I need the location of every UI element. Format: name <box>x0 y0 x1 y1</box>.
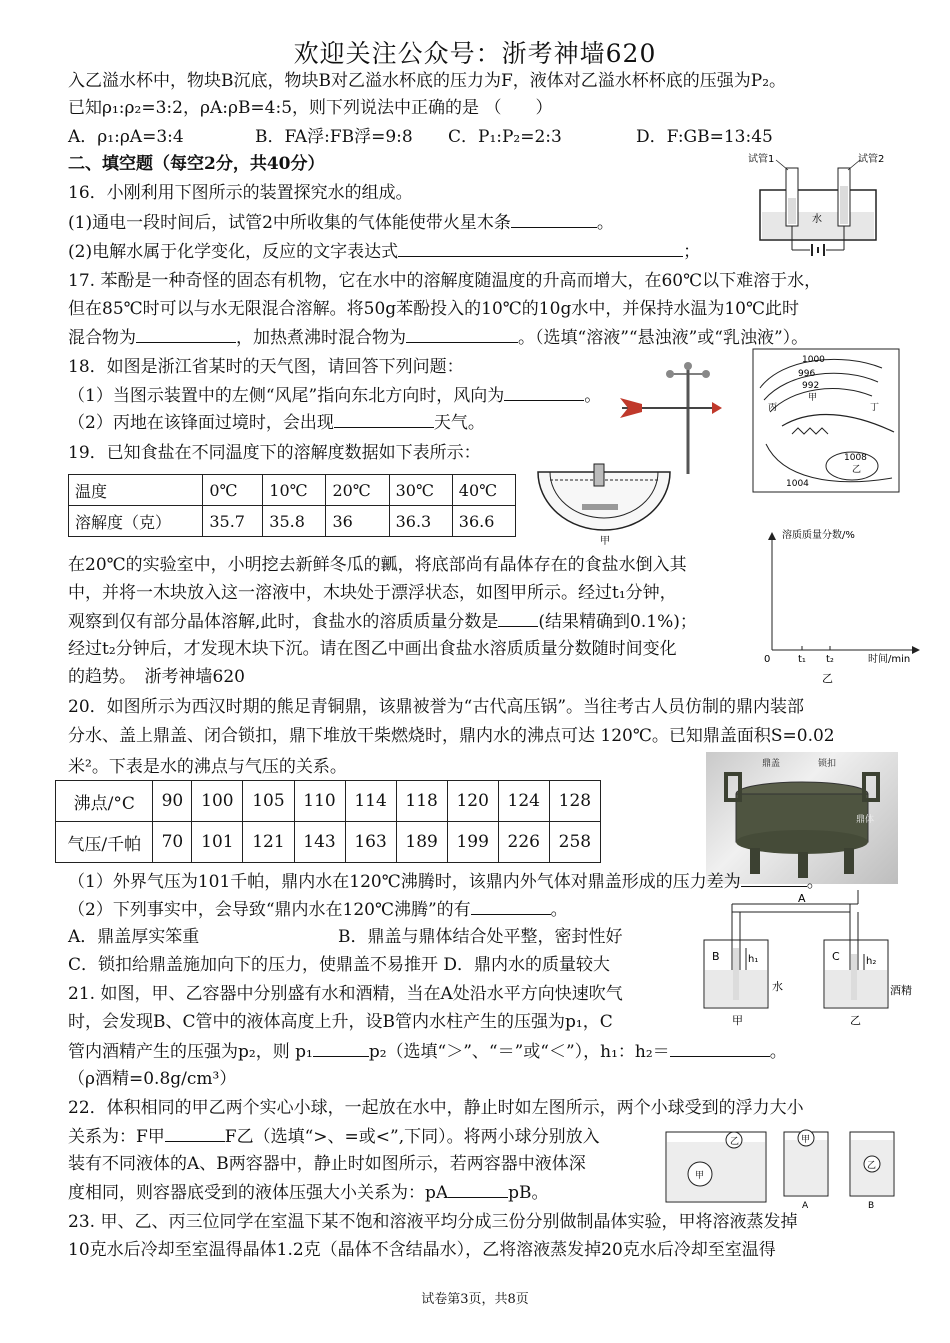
table-cell: 36.6 <box>452 506 515 537</box>
q20-blank2[interactable] <box>471 898 551 915</box>
melon-figure <box>534 456 674 548</box>
q15-line2: 已知ρ₁:ρ₂=3:2，ρA:ρB=4:5，则下列说法中正确的是 （ ） <box>68 98 553 118</box>
q18-l3-end: 天气。 <box>433 413 485 433</box>
q20-line1: 20．如图所示为西汉时期的熊足青铜鼎，该鼎被誉为“古代高压锅”。当往考古人员仿制的鼎内装部 <box>68 697 805 717</box>
table-cell: 189 <box>396 822 447 863</box>
fig22-b-label: B <box>868 1201 875 1210</box>
table-cell: 90 <box>153 781 192 822</box>
table-cell: 118 <box>396 781 447 822</box>
fig21-b-label: B <box>712 950 720 963</box>
map-isobar-1004: 1004 <box>786 479 809 489</box>
photo-lock-label: 锁扣 <box>818 759 837 769</box>
q22-l2-text1: 关系为：F甲 <box>68 1127 165 1147</box>
bronze-ding-photo <box>706 752 898 884</box>
page-header: 欢迎关注公众号：浙考神墙620 <box>293 39 657 68</box>
q19-line6: 的趋势。 浙考神墙620 <box>68 667 245 687</box>
graph-t2-label: t₂ <box>826 654 834 665</box>
q21-l3-text2: p₂（选填“＞”、“＝”或“＜”），h₁：h₂＝ <box>368 1042 670 1062</box>
q20-l4-end: 。 <box>806 872 824 892</box>
q18-blank2[interactable] <box>334 411 434 428</box>
table-cell: 101 <box>192 822 243 863</box>
q18-line2 <box>68 384 601 407</box>
table-row <box>56 781 601 822</box>
q18-l2-end: 。 <box>584 386 602 406</box>
table-cell: 35.8 <box>263 506 326 537</box>
weather-map-figure <box>752 348 900 493</box>
fig21-yi-label: 乙 <box>850 1014 861 1027</box>
fig22-ball-jia-a: 甲 <box>801 1135 811 1145</box>
q21-l3-end: 。 <box>769 1042 787 1062</box>
q20-option-cd: C．锁扣给鼎盖施加向下的压力，使鼎盖不易推开 D．鼎内水的质量较大 <box>68 955 611 975</box>
q19-line2: 在20℃的实验室中，小明挖去新鲜冬瓜的瓤，将底部尚有晶体存在的食盐水倒入其 <box>68 555 687 575</box>
table-cell: 0℃ <box>203 475 263 506</box>
q21-blank1[interactable] <box>313 1040 369 1057</box>
table-cell: 124 <box>498 781 549 822</box>
q19-line3: 中，并将一木块放入这一溶液中，木块处于漂浮状态，如图甲所示。经过t₁分钟， <box>68 583 677 603</box>
q17-l3-text3: 。（选填“溶液”“悬浊液”或“乳浊液”）。 <box>518 328 809 348</box>
map-point-bing: 丙 <box>768 403 778 413</box>
photo-body-label: 鼎体 <box>856 815 875 825</box>
q23-line2: 10克水后冷却至室温得晶体1.2克（晶体不含结晶水），乙将溶液蒸发掉20克水后冷却至室温得 <box>68 1240 776 1260</box>
q22-line1: 22．体积相同的甲乙两个实心小球，一起放在水中，静止时如左图所示，两个小球受到的浮力大小 <box>68 1098 804 1118</box>
map-point-yi: 乙 <box>852 465 862 475</box>
page-footer: 试卷第3页，共8页 <box>421 1292 529 1307</box>
q15-option-a: A．ρ₁:ρA=3:4 <box>68 127 184 147</box>
q20-line5 <box>68 898 568 921</box>
map-isobar-1008: 1008 <box>844 453 867 463</box>
q17-line3 <box>68 326 808 349</box>
q19-line5: 经过t₂分钟后，才发现木块下沉。请在图乙中画出食盐水溶质质量分数随时间变化 <box>68 639 677 659</box>
q21-blank2[interactable] <box>670 1040 770 1057</box>
table-row <box>69 506 516 537</box>
table-cell: 36 <box>326 506 389 537</box>
table-cell: 70 <box>153 822 192 863</box>
fig22-ball-jia-left: 甲 <box>695 1171 705 1181</box>
q16-line1: 16．小刚利用下图所示的装置探究水的组成。 <box>68 183 413 203</box>
graph-origin-label: 0 <box>764 654 771 665</box>
q21-line3 <box>68 1040 787 1063</box>
q22-blank1[interactable] <box>165 1125 225 1142</box>
table-cell: 20℃ <box>326 475 389 506</box>
graph-caption: 乙 <box>822 672 833 684</box>
q19-line4 <box>68 610 697 633</box>
q16-line2 <box>68 211 614 234</box>
table-cell: 128 <box>549 781 600 822</box>
table-cell: 226 <box>498 822 549 863</box>
q15-line1: 入乙溢水杯中，物块B沉底，物块B对乙溢水杯底的压力为F，液体对乙溢水杯杯底的压强为P₂。 <box>68 71 787 91</box>
map-isobar-1000: 1000 <box>802 355 825 365</box>
solubility-table <box>68 474 516 537</box>
q16-blank2[interactable] <box>398 240 683 257</box>
q17-line1: 17. 苯酚是一种奇怪的固态有机物，它在水中的溶解度随温度的升高而增大，在60℃以下难溶于水， <box>68 271 822 291</box>
q22-blank2[interactable] <box>448 1181 508 1198</box>
q17-line2: 但在85℃时可以与水无限混合溶解。将50g苯酚投入的10℃的10g水中，并保持水温为10℃此时 <box>68 299 799 319</box>
mass-fraction-graph[interactable] <box>762 524 922 684</box>
q15-option-d: D．F:GB=13:45 <box>636 127 773 147</box>
q22-line4 <box>68 1181 549 1204</box>
q19-l4-end: (结果精确到0.1%)； <box>538 612 697 632</box>
q18-blank1[interactable] <box>504 384 584 401</box>
fig21-jia-label: 甲 <box>732 1014 743 1027</box>
table-cell: 温度 <box>69 475 203 506</box>
fig16-tube2-label: 试管2 <box>858 154 885 165</box>
section-title: 二、填空题（每空2分，共40分） <box>68 154 325 174</box>
q19-blank1[interactable] <box>498 610 538 627</box>
fig21-water-label: 水 <box>772 980 783 993</box>
fig16-tube1-label: 试管1 <box>748 154 775 165</box>
q23-line1: 23. 甲、乙、丙三位同学在室温下某不饱和溶液平均分成三份分别做制晶体实验，甲将溶液蒸发掉 <box>68 1212 798 1232</box>
fig21-c-label: C <box>832 950 840 963</box>
q20-blank1[interactable] <box>741 870 807 887</box>
q21-line2: 时，会发现B、C管中的液体高度上升，设B管内水柱产生的压强为p₁，C <box>68 1012 613 1032</box>
q16-l3-end: ； <box>683 242 701 262</box>
q22-l4-text2: pB。 <box>508 1183 549 1203</box>
table-cell: 40℃ <box>452 475 515 506</box>
table-cell: 30℃ <box>389 475 452 506</box>
map-isobar-996: 996 <box>798 369 816 379</box>
q22-line2 <box>68 1125 600 1148</box>
fig21-h2-label: h₂ <box>866 956 877 967</box>
q22-l4-text1: 度相同，则容器底受到的液体压强大小关系为：pA <box>68 1183 449 1203</box>
q20-option-a: A．鼎盖厚实笨重 <box>68 927 200 947</box>
fig19-jia-label: 甲 <box>600 536 610 547</box>
q17-blank2[interactable] <box>406 326 518 343</box>
map-point-ding: 丁 <box>870 403 880 413</box>
floating-balls-figure <box>660 1120 910 1210</box>
q16-l3-text: (2)电解水属于化学变化，反应的文字表达式 <box>68 242 399 262</box>
q17-l3-text2: ，加热煮沸时混合物为 <box>236 328 406 348</box>
map-point-jia: 甲 <box>808 393 818 403</box>
q19-line1: 19．已知食盐在不同温度下的溶解度数据如下表所示： <box>68 443 481 463</box>
fig16-water-label: 水 <box>812 214 822 225</box>
q15-option-b: B．FA浮:FB浮=9:8 <box>255 127 413 147</box>
fig22-a-label: A <box>802 1201 809 1210</box>
q20-l4-text: （1）外界气压为101千帕，鼎内水在120℃沸腾时，该鼎内外气体对鼎盖形成的压力差为 <box>68 872 741 892</box>
q22-line3: 装有不同液体的A、B两容器中，静止时如图所示，若两容器中液体深 <box>68 1154 586 1174</box>
boiling-point-table <box>55 780 601 863</box>
table-cell: 气压/千帕 <box>56 822 153 863</box>
q15-option-c: C．P₁:P₂=2:3 <box>448 127 562 147</box>
table-cell: 10℃ <box>263 475 326 506</box>
bronze-ding-drawing <box>706 752 898 884</box>
graph-t1-label: t₁ <box>798 654 806 665</box>
table-cell: 121 <box>243 822 294 863</box>
q18-line1: 18．如图是浙江省某时的天气图，请回答下列问题： <box>68 357 464 377</box>
q20-l5-end: 。 <box>550 900 568 920</box>
graph-y-label: 溶质质量分数/% <box>782 530 855 541</box>
q22-l2-text2: F乙（选填“>、=或<”,下同）。将两小球分别放入 <box>224 1127 600 1147</box>
electrolysis-figure <box>748 150 896 260</box>
q20-option-b: B．鼎盖与鼎体结合处平整，密封性好 <box>338 927 623 947</box>
q21-line4: （ρ酒精=0.8g/cm³） <box>68 1069 237 1089</box>
table-cell: 143 <box>294 822 345 863</box>
fig22-ball-yi-left: 乙 <box>730 1137 740 1147</box>
table-cell: 100 <box>192 781 243 822</box>
table-cell: 110 <box>294 781 345 822</box>
graph-x-label: 时间/min <box>868 654 911 665</box>
table-cell: 120 <box>447 781 498 822</box>
photo-lid-label: 鼎盖 <box>762 759 781 769</box>
q21-line1: 21. 如图，甲、乙容器中分别盛有水和酒精，当在A处沿水平方向快速吹气 <box>68 984 623 1004</box>
table-cell: 163 <box>345 822 396 863</box>
fig21-h1-label: h₁ <box>748 954 759 965</box>
q16-line3 <box>68 240 700 263</box>
fig21-a-label: A <box>798 892 806 905</box>
fig22-ball-yi-b: 乙 <box>867 1161 877 1171</box>
q20-line3: 米²。下表是水的沸点与气压的关系。 <box>68 757 347 777</box>
blow-tube-figure <box>690 890 920 1030</box>
q18-line3 <box>68 411 485 434</box>
table-row <box>56 822 601 863</box>
table-cell: 沸点/°C <box>56 781 153 822</box>
table-cell: 199 <box>447 822 498 863</box>
q21-l3-text1: 管内酒精产生的压强为p₂，则 p₁ <box>68 1042 313 1062</box>
map-isobar-992: 992 <box>802 381 820 391</box>
table-cell: 258 <box>549 822 600 863</box>
table-cell: 35.7 <box>203 506 263 537</box>
q20-line2: 分水、盖上鼎盖、闭合锁扣，鼎下堆放干柴燃烧时，鼎内水的沸点可达 120℃。已知鼎盖面积S=0.02 <box>68 726 835 746</box>
q16-blank1[interactable] <box>511 211 597 228</box>
table-row <box>69 475 516 506</box>
q17-blank1[interactable] <box>136 326 236 343</box>
table-cell: 105 <box>243 781 294 822</box>
q16-l2-end: 。 <box>596 213 614 233</box>
q16-l2-text: (1)通电一段时间后，试管2中所收集的气体能使带火星木条 <box>68 213 511 233</box>
fig21-alcohol-label: 酒精 <box>890 984 912 997</box>
q19-l4-text: 观察到仅有部分晶体溶解,此时，食盐水的溶质质量分数是 <box>68 612 499 632</box>
q17-l3-text1: 混合物为 <box>68 328 136 348</box>
q18-l2-text: （1）当图示装置中的左侧“风尾”指向东北方向时，风向为 <box>68 386 505 406</box>
q18-l3-text: （2）丙地在该锋面过境时，会出现 <box>68 413 334 433</box>
table-cell: 溶解度（克） <box>69 506 203 537</box>
table-cell: 36.3 <box>389 506 452 537</box>
q20-l5-text: （2）下列事实中，会导致“鼎内水在120℃沸腾”的有 <box>68 900 471 920</box>
table-cell: 114 <box>345 781 396 822</box>
